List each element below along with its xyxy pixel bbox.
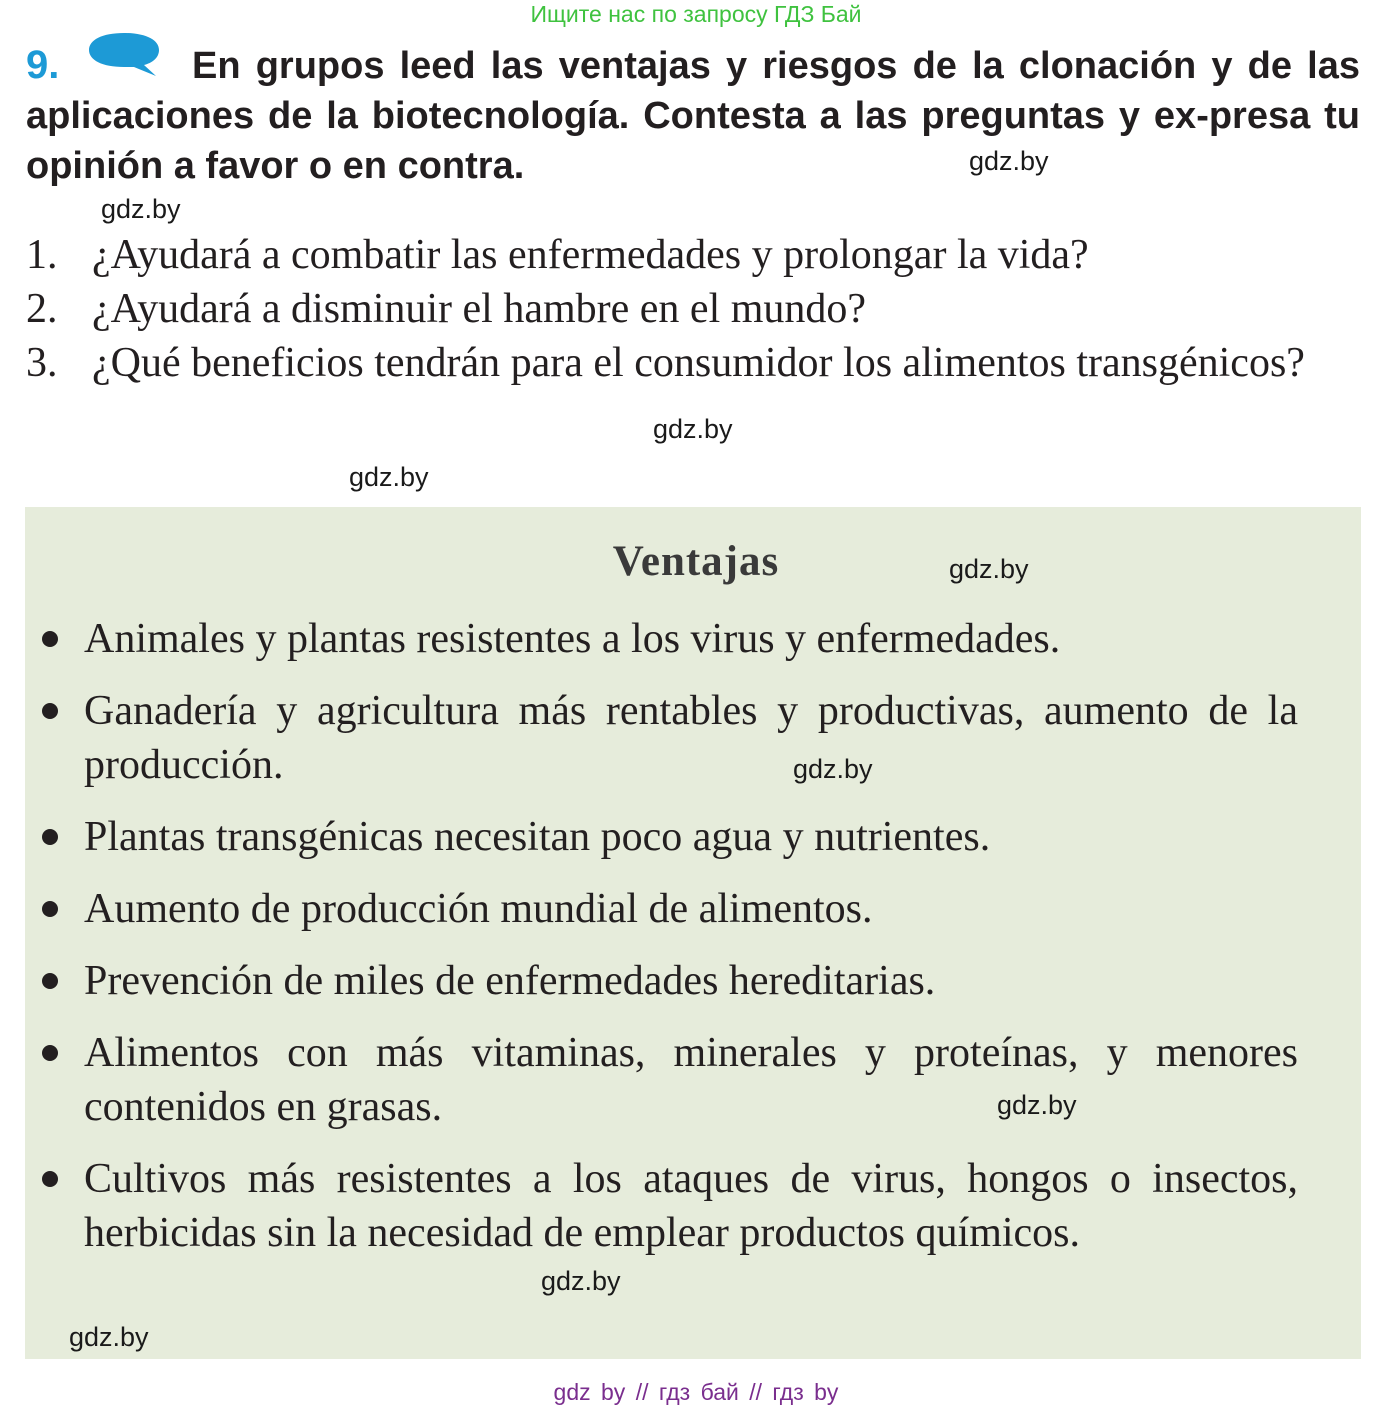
- list-item-text: Animales y plantas resistentes a los virus y enfermedades.: [84, 616, 1061, 662]
- list-item-text: Aumento de producción mundial de alimentos.: [84, 886, 873, 932]
- list-item-text: Ganadería y agricultura más rentables y productivas, aumento de la producción.: [84, 688, 1298, 788]
- advantages-list: [84, 612, 1298, 1278]
- list-item: [84, 810, 1298, 864]
- question-number: 2.: [26, 286, 58, 332]
- bullet-icon: [42, 901, 58, 917]
- watermark: gdz.by: [997, 1090, 1077, 1120]
- watermark: gdz.by: [793, 754, 873, 784]
- watermark: gdz.by: [653, 414, 733, 444]
- list-item: [84, 954, 1298, 1008]
- bullet-icon: [42, 631, 58, 647]
- list-item-text: Cultivos más resistentes a los ataques de virus, hongos o insectos, herbicidas sin la necesidad de emplear productos químicos.: [84, 1156, 1298, 1256]
- top-banner: Ищите нас по запросу ГДЗ Бай: [530, 1, 862, 27]
- list-item: [84, 612, 1298, 666]
- watermark: gdz.by: [969, 146, 1049, 176]
- question-text: ¿Ayudará a combatir las enfermedades y prolongar la vida?: [92, 232, 1089, 278]
- watermark: gdz.by: [101, 194, 181, 224]
- question-number: 3.: [26, 340, 58, 386]
- bullet-icon: [42, 1171, 58, 1187]
- question-item: [26, 336, 1360, 390]
- bullet-icon: [42, 703, 58, 719]
- list-item: [84, 1026, 1298, 1134]
- bullet-icon: [42, 829, 58, 845]
- question-item: [26, 282, 1360, 336]
- exercise-number: 9.: [26, 43, 60, 87]
- list-item: [84, 882, 1298, 936]
- question-list: [26, 228, 1360, 390]
- watermark: gdz.by: [949, 554, 1029, 584]
- question-number: 1.: [26, 232, 58, 278]
- watermark: gdz.by: [69, 1322, 149, 1352]
- list-item-text: Alimentos con más vitaminas, minerales y proteínas, y menores contenidos en grasas.: [84, 1030, 1298, 1130]
- panel-title: Ventajas: [612, 538, 780, 585]
- footer-links: gdz by // гдз бай // гдз by: [553, 1379, 839, 1405]
- list-item: [84, 684, 1298, 792]
- question-text: ¿Ayudará a disminuir el hambre en el mundo?: [92, 286, 867, 332]
- question-item: [26, 228, 1360, 282]
- bullet-icon: [42, 973, 58, 989]
- question-text: ¿Qué beneficios tendrán para el consumidor los alimentos transgénicos?: [92, 340, 1305, 386]
- exercise-instruction: En grupos leed las ventajas y riesgos de la clonación y de las aplicaciones de la biotecnología. Contesta a las preguntas y ex-presa tu opinión a favor o en contra.: [26, 45, 1360, 187]
- list-item-text: Plantas transgénicas necesitan poco agua y nutrientes.: [84, 814, 991, 860]
- list-item: [84, 1152, 1298, 1260]
- bullet-icon: [42, 1045, 58, 1061]
- watermark: gdz.by: [541, 1266, 621, 1296]
- list-item-text: Prevención de miles de enfermedades hereditarias.: [84, 958, 936, 1004]
- watermark: gdz.by: [349, 462, 429, 492]
